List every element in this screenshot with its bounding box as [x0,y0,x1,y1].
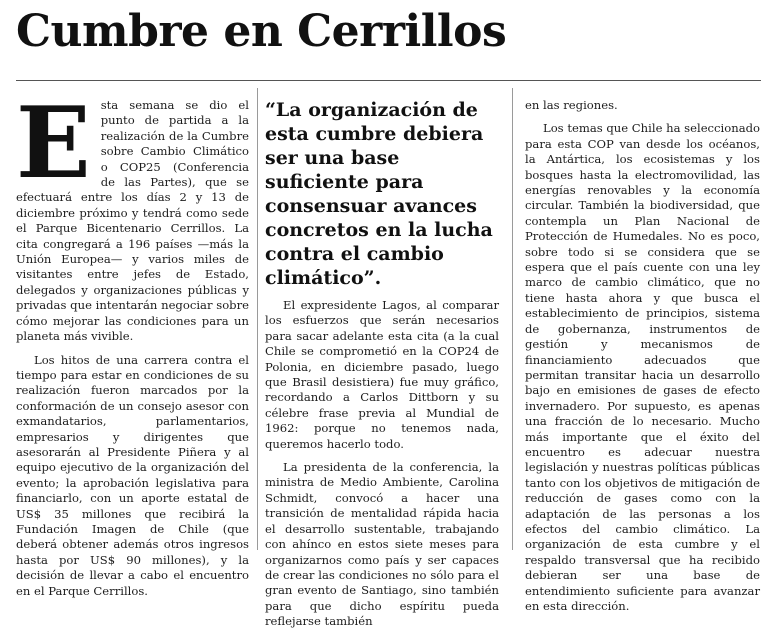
paragraph-5: en las regiones. [525,98,618,112]
paragraph-1: sta semana se dio el punto de partida a la realización de la Cumbre sobre Cambio Climático o COP25 (Conferencia de las Partes), que se efectuará entre los días 2 y 13 de diciembre próximo y tendrá como sede el Parque Bicentenario Cerrillos. La cita congregará a 196 países —más la Unión Europea— y varios miles de visitantes entre jefes de Estado, delegados y organizaciones públicas y privadas que intentarán negociar sobre cómo mejorar las condiciones para un planeta más vivible. [16,98,249,344]
paragraph-6: Los temas que Chile ha seleccionado para esta COP van desde los océanos, la Antártica, los ecosistemas y los bosques hasta la electromovilidad, las energías renovables y la economía circular. También la biodiversidad, que contempla un Plan Nacional de Protección de Humedales. No es poco, sobre todo si se considera que se espera que el país cuente con una ley marco de cambio climático, que no tiene hasta ahora y que busca el establecimiento de principios, sistema de gobernanza, instrumentos de gestión y mecanismos de financiamiento adecuados que permitan transitar hacia un desarrollo bajo en emisiones de gases de efecto invernadero. Por supuesto, es apenas una fracción de lo necesario. Mucho más importante que el éxito del encuentro es adecuar nuestra legislación y nuestras políticas públicas tanto con los objetivos de mitigación de reducción de gases como con la adaptación de las personas a los efectos del cambio climático. La organización de esta cumbre y el respaldo transversal que ha recibido debieran ser una base de entendimiento suficiente para avanzar en esta dirección. [525,121,761,613]
drop-cap: E [16,86,91,201]
paragraph-4: La presidenta de la conferencia, la ministra de Medio Ambiente, Carolina Schmidt, convocó a hacer una transición de mentalidad rápida hacia el desarrollo sustentable, trabajando con ahínco en estos siete meses para organizarnos como país y ser capaces de crear las condiciones no sólo para el gran evento de Santiago, sino también para que dicho espíritu pueda reflejarse también [265,460,499,629]
column-divider-1 [257,88,258,550]
column-3 [525,98,761,613]
headline-rule [16,80,761,81]
paragraph-3: El expresidente Lagos, al comparar los esfuerzos que serán necesarios para sacar adelante esta cita (a la cual Chile se comprometió en la COP24 de Polonia, en diciembre pasado, luego que Brasil desistiera) fue muy gráfico, recordando a Carlos Dittborn y su célebre frase previa al Mundial de 1962: porque no tenemos nada, queremos hacerlo todo. [265,298,499,451]
paragraph-2: Los hitos de una carrera contra el tiempo para estar en condiciones de su realización fueron marcados por la conformación de un consejo asesor con exmandatarios, parlamentarios, empresarios y dirigentes que asesorarán al Presidente Piñera y al equipo ejecutivo de la organización del evento; la aprobación legislativa para financiarlo, con un aporte estatal de US$ 35 millones que recibirá la Fundación Imagen de Chile (que deberá obtener además otros ingresos hasta por US$ 90 millones), y la decisión de llevar a cabo el encuentro en el Parque Cerrillos. [16,352,249,598]
column-divider-2 [512,88,513,550]
pull-quote: “La organización de esta cumbre debiera ser una base suficiente para consensuar avances concretos en la lucha contra el cambio climático”. [265,99,493,289]
column-1 [16,86,249,598]
column-2 [265,98,499,629]
headline: Cumbre en Cerrillos [16,6,507,57]
